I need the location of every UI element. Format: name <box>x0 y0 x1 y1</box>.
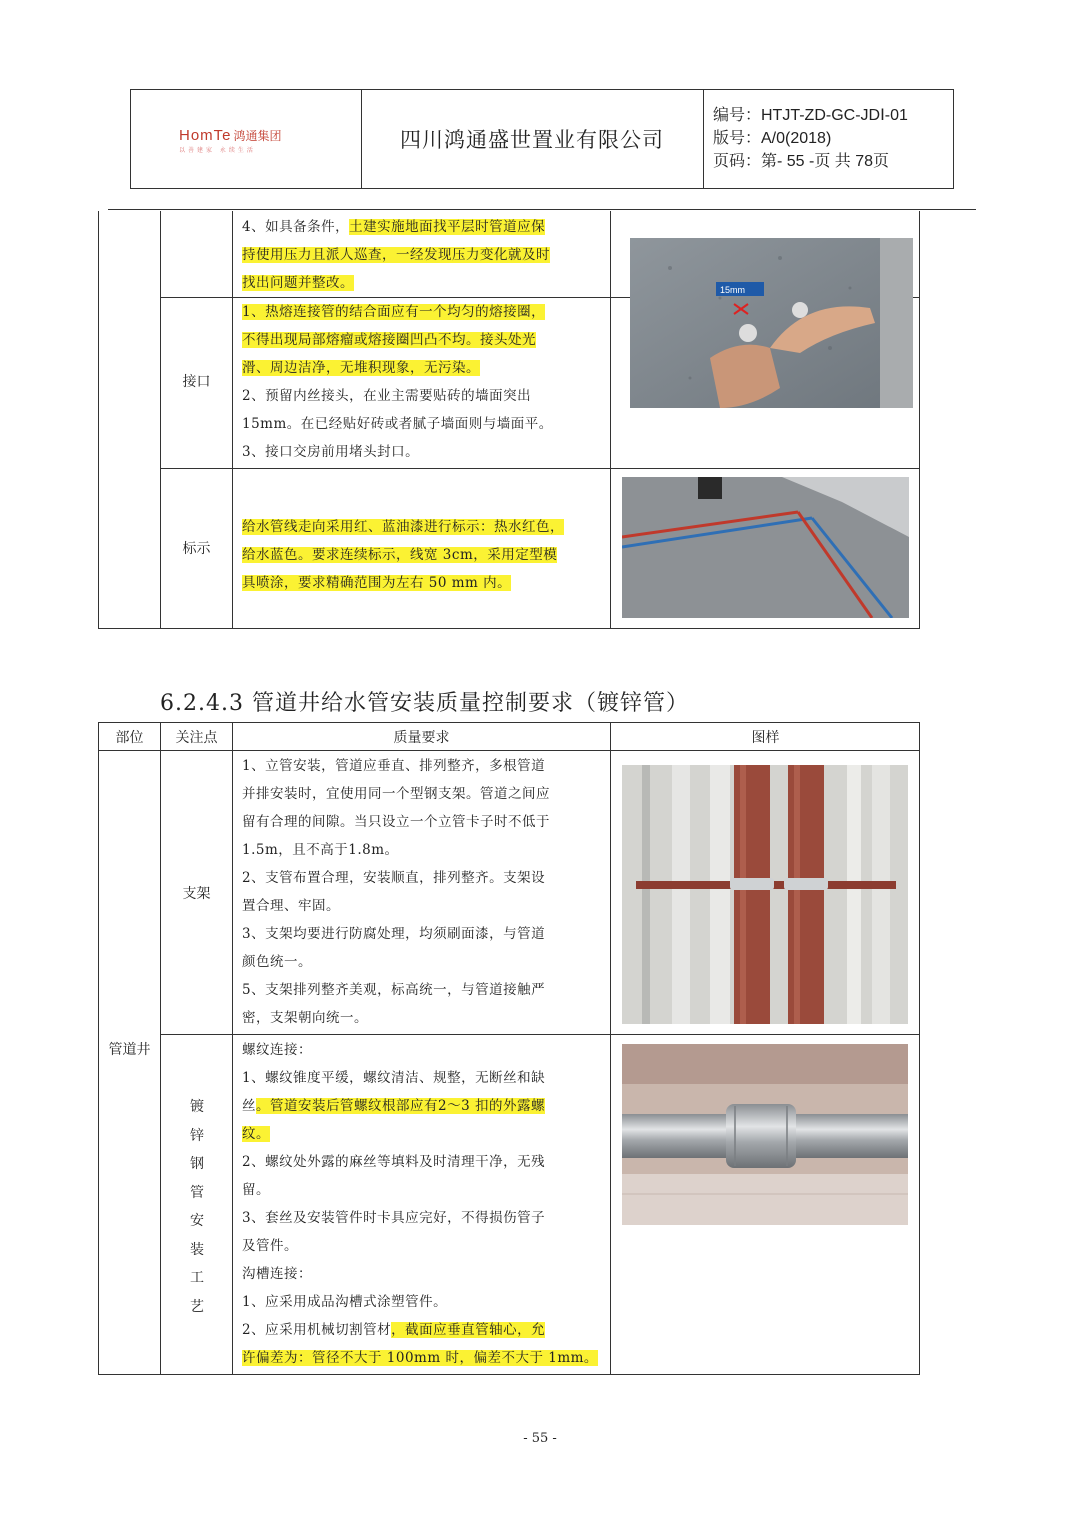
highlighted-text: 找出问题并整改。 <box>242 275 354 291</box>
requirement-text: 2、支管布置合理，安装顺直，排列整齐。支架设 <box>242 870 546 886</box>
row-requirement-text <box>242 752 607 1032</box>
doc-code: 编号：HTJT-ZD-GC-JDⅠ-01 <box>713 107 908 124</box>
requirement-text: 留有合理的间隙。当只设立一个立管卡子时不低于 <box>242 814 550 830</box>
requirement-text: 1、立管安装，管道应垂直、排列整齐，多根管道 <box>242 758 546 774</box>
requirement-text: 留。 <box>242 1182 270 1198</box>
logo-cell <box>131 90 362 188</box>
requirement-line <box>242 1092 607 1120</box>
requirement-line <box>242 808 607 836</box>
requirement-line <box>242 1204 607 1232</box>
quality-table <box>98 722 920 1375</box>
requirement-line <box>242 298 607 326</box>
doc-page: 页码：第- 55 -页 共 78页 <box>713 153 890 170</box>
page-number: - 55 - <box>523 1431 557 1446</box>
section-title: 6.2.4.3 管道井给水管安装质量控制要求（镀锌管） <box>160 691 689 716</box>
requirement-line <box>242 541 607 569</box>
requirement-line <box>242 1036 607 1064</box>
requirement-text: 螺纹连接： <box>242 1042 312 1058</box>
galvanized-pipe-photo <box>622 1044 908 1225</box>
row-requirement-text <box>242 213 607 297</box>
requirement-line <box>242 1232 607 1260</box>
row-requirement-text <box>242 1036 607 1372</box>
requirement-text: 并排安装时，宜使用同一个型钢支架。管道之间应 <box>242 786 550 802</box>
requirement-line <box>242 1344 607 1372</box>
logo-text: HomTe <box>179 127 232 144</box>
row-label-galvanized-process: 镀锌钢管安装工艺 <box>190 1099 204 1315</box>
highlighted-text: 土建实施地面找平层时管道应保 <box>349 219 546 235</box>
logo-slogan: 以善建家 永续生活 <box>179 147 256 154</box>
requirement-text: 及管件。 <box>242 1238 298 1254</box>
col-header-requirement: 质量要求 <box>393 730 450 746</box>
requirement-line <box>242 354 607 382</box>
requirement-text: 1.5m，且不高于1.8m。 <box>242 842 399 858</box>
document-header <box>130 89 954 189</box>
header-divider <box>108 209 976 210</box>
requirement-line <box>242 1148 607 1176</box>
row-label-marking: 标示 <box>182 541 211 557</box>
highlighted-text: 纹。 <box>242 1126 270 1142</box>
requirement-line <box>242 864 607 892</box>
requirement-line <box>242 438 607 466</box>
requirement-line <box>242 382 607 410</box>
requirement-line <box>242 1260 607 1288</box>
requirement-text: 2、预留内丝接头，在业主需要贴砖的墙面突出 <box>242 388 532 404</box>
company-logo <box>179 125 282 154</box>
table-continued <box>98 211 920 629</box>
requirement-line <box>242 948 607 976</box>
requirement-text: 沟槽连接： <box>242 1266 312 1282</box>
company-name: 四川鸿通盛世置业有限公司 <box>361 90 704 188</box>
requirement-text: 3、接口交房前用堵头封口。 <box>242 444 420 460</box>
requirement-text: 3、支架均要进行防腐处理，均须刷面漆，与管道 <box>242 926 546 942</box>
riser-pipes-photo <box>622 765 908 1024</box>
requirement-text: 丝 <box>242 1098 256 1114</box>
requirement-line <box>242 976 607 1004</box>
col-header-part: 部位 <box>115 730 144 746</box>
requirement-line <box>242 213 607 241</box>
requirement-text: 3、套丝及安装管件时卡具应完好，不得损伤管子 <box>242 1210 546 1226</box>
requirement-text: 4、如具备条件， <box>242 219 350 235</box>
requirement-line <box>242 1316 607 1344</box>
highlighted-text: 滑、周边洁净，无堆积现象，无污染。 <box>242 360 480 376</box>
highlighted-text: 给水管线走向采用红、蓝油漆进行标示：热水红色， <box>242 519 564 535</box>
requirement-line <box>242 1004 607 1032</box>
logo-cn: 鸿通集团 <box>233 129 282 143</box>
requirement-text: 5、支架排列整齐美观，标高统一，与管道接触严 <box>242 982 546 998</box>
highlighted-text: 具喷涂，要求精确范围为左右 50 mm 内。 <box>242 575 512 591</box>
row-requirement-text <box>242 513 607 597</box>
requirement-line <box>242 1064 607 1092</box>
highlighted-text: 1、热熔连接管的结合面应有一个均匀的熔接圈， <box>242 304 546 320</box>
requirement-line <box>242 1288 607 1316</box>
requirement-line <box>242 752 607 780</box>
requirement-line <box>242 241 607 269</box>
requirement-text: 密，支架朝向统一。 <box>242 1010 368 1026</box>
requirement-line <box>242 513 607 541</box>
requirement-line <box>242 1176 607 1204</box>
floor-marking-photo <box>622 477 909 618</box>
highlighted-text: 给水蓝色。要求连续标示，线宽 3cm，采用定型模 <box>242 547 558 563</box>
requirement-text: 15mm。在已经贴好砖或者腻子墙面则与墙面平。 <box>242 416 553 432</box>
part-label: 管道井 <box>108 1042 151 1058</box>
requirement-text: 1、螺纹锥度平缓，螺纹清洁、规整，无断丝和缺 <box>242 1070 546 1086</box>
requirement-line <box>242 326 607 354</box>
row-label-bracket: 支架 <box>182 886 211 902</box>
doc-version: 版号：A/0(2018) <box>713 130 832 147</box>
highlighted-text: 许偏差为：管径不大于 100mm 时，偏差不大于 1mm。 <box>242 1350 598 1366</box>
col-header-focus: 关注点 <box>175 730 218 746</box>
requirement-text: 2、螺纹处外露的麻丝等填料及时清理干净，无残 <box>242 1154 546 1170</box>
requirement-text: 颜色统一。 <box>242 954 312 970</box>
row-requirement-text <box>242 298 607 466</box>
requirement-line <box>242 569 607 597</box>
requirement-line <box>242 892 607 920</box>
highlighted-text: 。管道安装后管螺纹根部应有2～3 扣的外露螺 <box>256 1098 545 1114</box>
requirement-text: 1、应采用成品沟槽式涂塑管件。 <box>242 1294 448 1310</box>
col-header-figure: 图样 <box>751 730 780 746</box>
requirement-line <box>242 836 607 864</box>
requirement-line <box>242 920 607 948</box>
highlighted-text: ，截面应垂直管轴心，允 <box>391 1322 546 1338</box>
requirement-line <box>242 410 607 438</box>
requirement-text: 2、应采用机械切割管材 <box>242 1322 392 1338</box>
requirement-line <box>242 1120 607 1148</box>
row-label-joint: 接口 <box>182 374 211 390</box>
requirement-text: 置合理、牢固。 <box>242 898 340 914</box>
requirement-line <box>242 780 607 808</box>
highlighted-text: 不得出现局部熔瘤或熔接圈凹凸不均。接头处光 <box>242 332 536 348</box>
requirement-line <box>242 269 607 297</box>
wall-joint-photo <box>630 238 913 408</box>
dimension-label: 15mm <box>720 285 746 295</box>
highlighted-text: 持使用压力且派人巡查，一经发现压力变化就及时 <box>242 247 550 263</box>
doc-meta <box>703 90 953 188</box>
